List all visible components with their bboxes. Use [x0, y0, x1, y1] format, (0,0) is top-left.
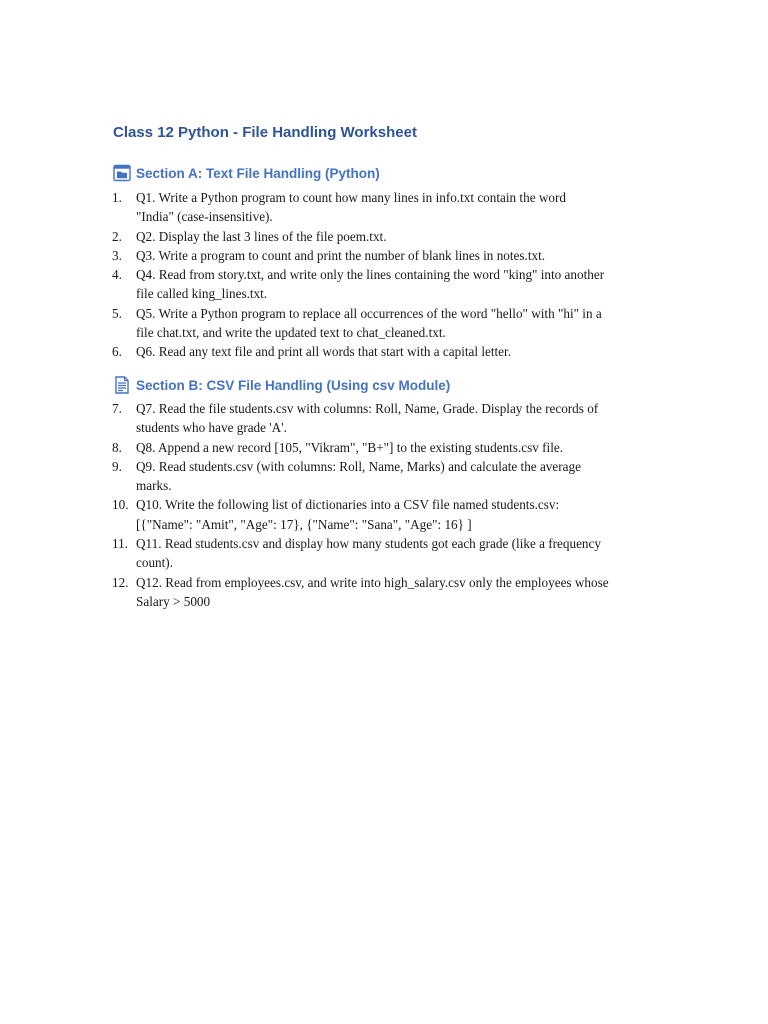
question-line: Q1. Write a Python program to count how many lines in info.txt contain the word	[136, 190, 566, 205]
question-number: 10.	[112, 497, 129, 513]
question-text	[136, 246, 668, 265]
folder-icon	[113, 164, 131, 182]
question-number: 8.	[112, 439, 122, 455]
question-text	[136, 438, 668, 457]
section-a-heading	[113, 164, 380, 182]
question-text	[136, 227, 668, 246]
list-item	[0, 438, 668, 457]
list-item	[0, 534, 668, 573]
list-item	[0, 457, 668, 496]
question-number: 5.	[112, 305, 122, 321]
list-item	[0, 265, 668, 304]
question-number: 11.	[112, 536, 128, 552]
section-a-question-list	[0, 188, 768, 362]
question-text	[136, 495, 668, 534]
question-line: file called king_lines.txt.	[136, 286, 268, 302]
list-item	[0, 495, 668, 534]
list-item	[0, 342, 668, 361]
question-text	[136, 188, 668, 227]
question-number: 12.	[112, 574, 129, 590]
question-line: Q8. Append a new record [105, "Vikram", "B+"] to the existing students.csv file.	[136, 439, 564, 455]
document-icon	[113, 376, 131, 394]
question-text	[136, 573, 668, 612]
list-item	[0, 573, 668, 612]
list-item	[0, 304, 668, 343]
question-text	[136, 534, 668, 573]
question-line: "India" (case-insensitive).	[136, 209, 273, 225]
list-item	[0, 227, 668, 246]
question-line: Q10. Write the following list of dictionaries into a CSV file named students.csv:	[136, 497, 560, 513]
question-line: Q12. Read from employees.csv, and write into high_salary.csv only the employees whose	[136, 574, 609, 590]
question-line: Q11. Read students.csv and display how many students got each grade (like a frequency	[136, 536, 601, 552]
question-text	[136, 304, 668, 343]
question-line: students who have grade 'A'.	[136, 420, 287, 436]
question-text	[136, 265, 668, 304]
question-line: Q4. Read from story.txt, and write only the lines containing the word "king" into another	[136, 267, 605, 283]
page-title: Class 12 Python - File Handling Worksheet	[113, 124, 417, 141]
question-number: 6.	[112, 344, 122, 360]
question-number: 2.	[112, 228, 122, 244]
question-text	[136, 342, 668, 361]
question-line: count).	[136, 555, 173, 571]
question-line: Q7. Read the file students.csv with columns: Roll, Name, Grade. Display the records of	[136, 401, 599, 416]
section-b-question-list	[0, 399, 768, 611]
question-line: Q3. Write a program to count and print the number of blank lines in notes.txt.	[136, 247, 546, 263]
question-number: 9.	[112, 458, 122, 474]
question-number: 7.	[112, 401, 122, 416]
question-number: 4.	[112, 267, 122, 283]
question-line: marks.	[136, 478, 172, 494]
list-item	[0, 188, 668, 227]
question-line: Q2. Display the last 3 lines of the file poem.txt.	[136, 228, 387, 244]
section-b-heading	[113, 376, 450, 394]
list-item	[0, 399, 668, 438]
section-a-heading-text: Section A: Text File Handling (Python)	[136, 165, 380, 181]
question-line: [{"Name": "Amit", "Age": 17}, {"Name": "Sana", "Age": 16} ]	[136, 516, 472, 532]
question-line: Q9. Read students.csv (with columns: Roll, Name, Marks) and calculate the average	[136, 458, 581, 474]
section-b-heading-text: Section B: CSV File Handling (Using csv Module)	[136, 377, 451, 393]
question-line: Q6. Read any text file and print all words that start with a capital letter.	[136, 344, 511, 360]
question-number: 3.	[112, 247, 122, 263]
question-text	[136, 399, 668, 438]
list-item	[0, 246, 668, 265]
question-line: Salary > 5000	[136, 593, 211, 609]
question-number: 1.	[112, 190, 122, 205]
question-text	[136, 457, 668, 496]
question-line: Q5. Write a Python program to replace all occurrences of the word "hello" with "hi" in a	[136, 305, 602, 321]
question-line: file chat.txt, and write the updated text to chat_cleaned.txt.	[136, 325, 446, 341]
